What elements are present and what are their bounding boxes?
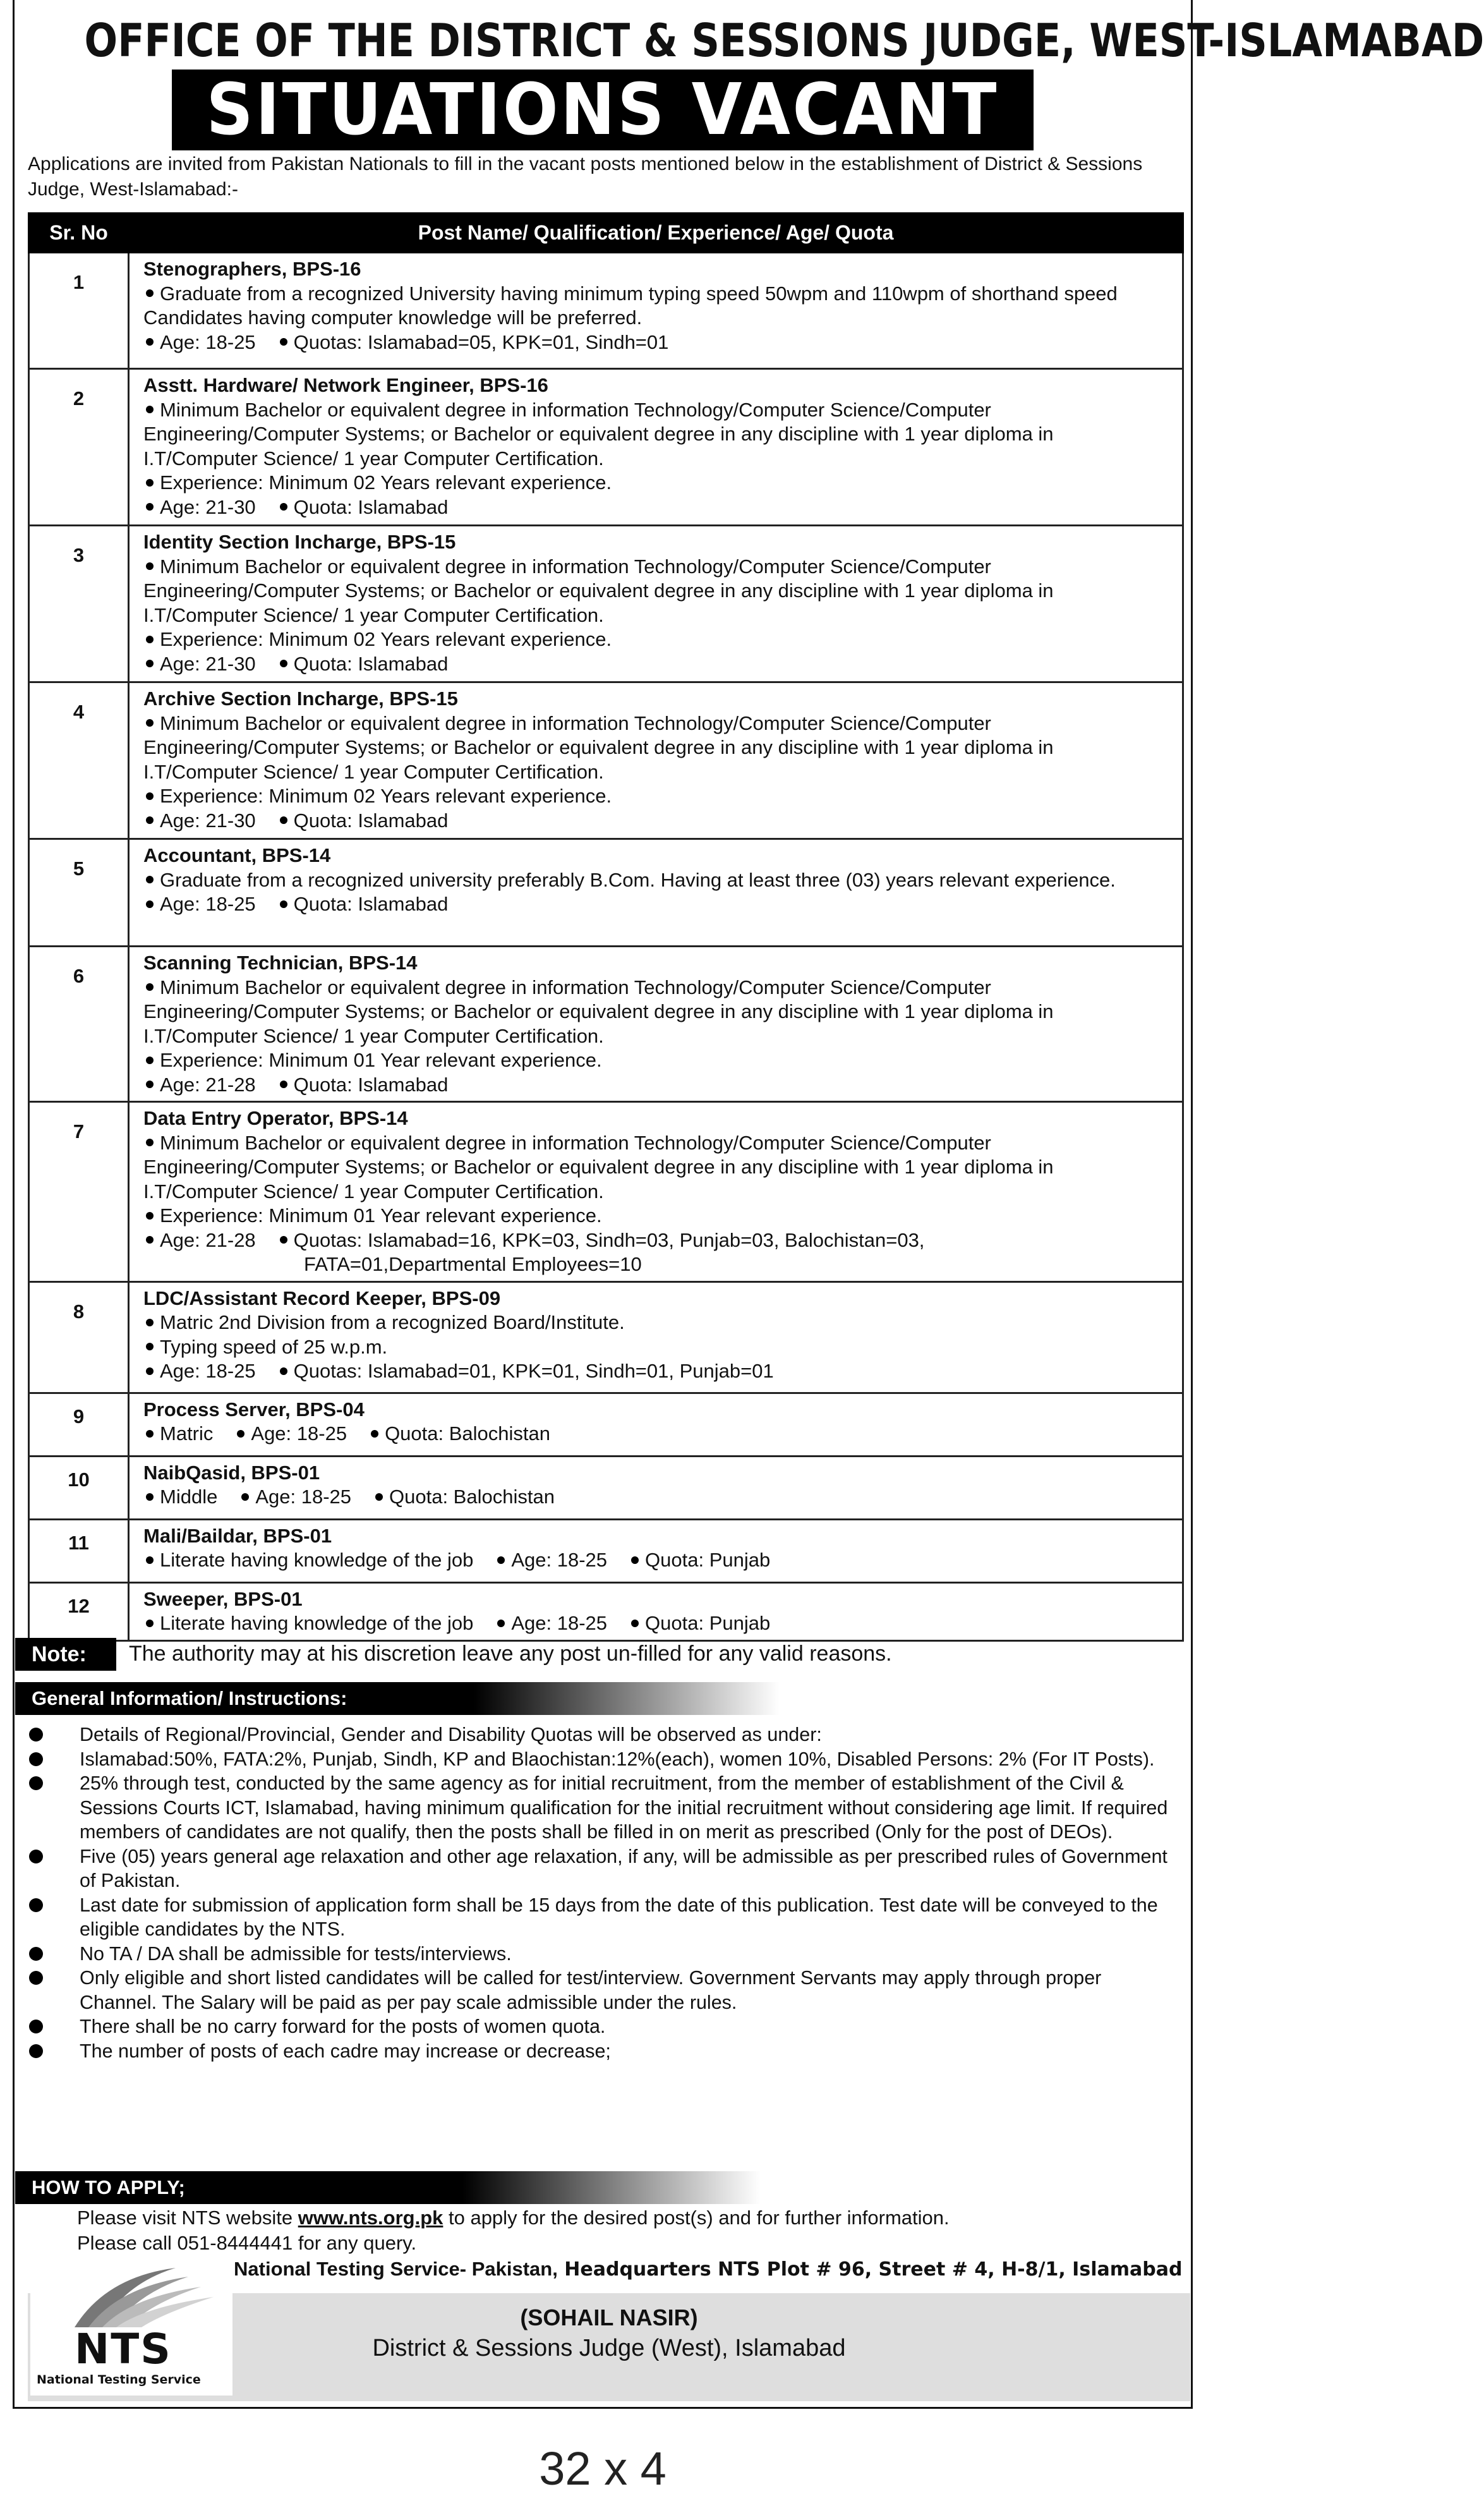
bullet-icon [631, 1620, 639, 1627]
requirement-inline-item: Quotas: Islamabad=01, KPK=01, Sindh=01, Punjab=01 [277, 1359, 774, 1384]
post-title: NaibQasid, BPS-01 [143, 1461, 320, 1484]
signer-title: District & Sessions Judge (West), Islamabad [372, 2335, 846, 2361]
requirement-inline-item: Quota: Islamabad [277, 892, 449, 917]
nts-name: National Testing Service- Pakistan, [234, 2258, 558, 2280]
general-info-item: No TA / DA shall be admissible for tests/interviews. [25, 1942, 1180, 1966]
requirement-inline-item: Quota: Islamabad [277, 495, 449, 520]
post-title: Mali/Baildar, BPS-01 [143, 1524, 332, 1547]
bullet-icon [146, 1236, 154, 1244]
post-sr-no: 2 [29, 369, 129, 526]
bullet-icon [146, 1139, 154, 1146]
bullet-icon [280, 503, 287, 511]
bullet-icon [146, 1620, 154, 1627]
post-sr-no: 4 [29, 682, 129, 839]
post-title: Sweeper, BPS-01 [143, 1587, 303, 1610]
bullet-icon [146, 900, 154, 908]
requirement-item: Minimum Bachelor or equivalent degree in information Technology/Computer Science/Computer Engineering/Computer Systems; or Bachelor or equivalent degree in any discipline with 1 year diploma in I.T/Computer Science/ 1 year Computer Certification. [143, 1131, 1054, 1203]
bullet-icon [280, 1236, 287, 1244]
nts-address-line [234, 2258, 1182, 2281]
requirement-inline-item: Quota: Punjab [629, 1611, 770, 1636]
post-row [29, 1102, 1183, 1282]
post-sr-no: 7 [29, 1102, 129, 1282]
bullet-icon [497, 1556, 505, 1564]
requirement-inline-item: Age: 18-25 [143, 892, 256, 917]
bullet-icon [29, 1898, 43, 1912]
bullet-icon [146, 1081, 154, 1088]
post-row [29, 253, 1183, 369]
requirement-inline-item: Quotas: Islamabad=05, KPK=01, Sindh=01 [277, 330, 669, 355]
situations-vacant-banner [172, 70, 1034, 150]
post-title: Data Entry Operator, BPS-14 [143, 1107, 408, 1129]
post-details [129, 947, 1183, 1102]
bullet-icon [241, 1493, 249, 1501]
post-title: Asstt. Hardware/ Network Engineer, BPS-16 [143, 374, 548, 396]
general-info-item: The number of posts of each cadre may increase or decrease; [25, 2039, 1180, 2064]
requirement-inline-item: Quota: Balochistan [373, 1485, 555, 1510]
post-details [129, 253, 1183, 369]
ad-size-label: 32 x 4 [539, 2442, 667, 2495]
posts-table-header [29, 214, 1183, 253]
post-row [29, 1281, 1183, 1393]
bullet-icon [497, 1620, 505, 1627]
bullet-icon [146, 1556, 154, 1564]
requirement-inline-item: Age: 18-25 [143, 1359, 256, 1384]
requirement-inline-item: Age: 21-30 [143, 495, 256, 520]
bullet-icon [29, 1947, 43, 1961]
footer [28, 2246, 1190, 2401]
bullet-icon [280, 816, 287, 824]
signer-name: (SOHAIL NASIR) [520, 2305, 698, 2330]
post-title: Accountant, BPS-14 [143, 844, 331, 866]
post-title: LDC/Assistant Record Keeper, BPS-09 [143, 1287, 501, 1309]
post-row [29, 682, 1183, 839]
requirement-item: Graduate from a recognized university preferably B.Com. Having at least three (03) years relevant experience. [143, 868, 1172, 893]
general-info-list [25, 1723, 1180, 2063]
bullet-icon [146, 1057, 154, 1064]
bullet-icon [237, 1430, 244, 1438]
requirement-inline-item: Quota: Islamabad [277, 652, 449, 677]
requirement-item: Experience: Minimum 01 Year relevant experience. [143, 1048, 1172, 1073]
bullet-icon [146, 719, 154, 727]
bullet-icon [146, 983, 154, 991]
requirement-inline-row [143, 809, 1172, 833]
post-sr-no: 11 [29, 1519, 129, 1582]
general-info-item: Islamabad:50%, FATA:2%, Punjab, Sindh, KP and Blaochistan:12%(each), women 10%, Disabled Persons: 2% (For IT Posts). [25, 1747, 1180, 1772]
requirement-item: Minimum Bachelor or equivalent degree in information Technology/Computer Science/Computer Engineering/Computer Systems; or Bachelor or equivalent degree in any discipline with 1 year diploma in I.T/Computer Science/ 1 year Computer Certification. [143, 398, 1054, 470]
requirement-continuation: FATA=01,Departmental Employees=10 [304, 1253, 642, 1275]
requirement-item: Matric 2nd Division from a recognized Board/Institute. [143, 1311, 1172, 1335]
bullet-icon [146, 636, 154, 643]
bullet-icon [371, 1430, 378, 1438]
requirement-inline-row [143, 892, 1172, 917]
requirement-inline-item: Literate having knowledge of the job [143, 1548, 473, 1573]
bullet-icon [631, 1556, 639, 1564]
post-sr-no: 10 [29, 1456, 129, 1519]
requirement-inline-item: Age: 18-25 [495, 1548, 607, 1573]
requirement-inline-item: Quota: Punjab [629, 1548, 770, 1573]
bullet-icon [146, 1430, 154, 1438]
bullet-icon [146, 876, 154, 883]
post-row [29, 947, 1183, 1102]
requirement-inline-item: Quota: Islamabad [277, 809, 449, 833]
post-details [129, 369, 1183, 526]
requirement-inline-item: Middle [143, 1485, 217, 1510]
requirement-inline-item: Literate having knowledge of the job [143, 1611, 473, 1636]
requirement-inline-item: Age: 21-28 [143, 1228, 256, 1253]
post-sr-no: 9 [29, 1393, 129, 1456]
requirement-inline-item: Age: 18-25 [234, 1422, 347, 1446]
requirement-inline-row [143, 330, 1172, 355]
requirement-inline-item: Age: 21-28 [143, 1073, 256, 1098]
requirement-inline-item: Age: 18-25 [143, 330, 256, 355]
how-to-apply-line-1: Please visit NTS website www.nts.org.pk to apply for the desired post(s) and for further information. [77, 2207, 950, 2229]
requirement-item: Minimum Bachelor or equivalent degree in information Technology/Computer Science/Computer Engineering/Computer Systems; or Bachelor or equivalent degree in any discipline with 1 year diploma in I.T/Computer Science/ 1 year Computer Certification. [143, 976, 1054, 1047]
post-title: Process Server, BPS-04 [143, 1398, 365, 1421]
nts-logo-letters: NTS [75, 2325, 172, 2373]
bullet-icon [280, 338, 287, 346]
posts-table [28, 212, 1184, 1642]
post-sr-no: 1 [29, 253, 129, 369]
bullet-icon [146, 1319, 154, 1326]
how-to-apply-heading: HOW TO APPLY; [15, 2171, 761, 2204]
bullet-icon [146, 289, 154, 297]
bullet-icon [146, 660, 154, 667]
post-row [29, 1393, 1183, 1456]
post-details [129, 1393, 1183, 1456]
requirement-inline-item: Quota: Balochistan [368, 1422, 550, 1446]
general-info-item: Five (05) years general age relaxation and other age relaxation, if any, will be admissible as per prescribed rules of Government of Pakistan. [25, 1845, 1180, 1893]
requirement-inline-item: Quotas: Islamabad=16, KPK=03, Sindh=03, Punjab=03, Balochistan=03, [277, 1228, 925, 1253]
post-title: Identity Section Incharge, BPS-15 [143, 531, 456, 553]
bullet-icon [29, 1971, 43, 1985]
requirement-inline-item: Age: 21-30 [143, 652, 256, 677]
bullet-icon [29, 1728, 43, 1742]
post-row [29, 839, 1183, 947]
requirement-inline-row [143, 1073, 1172, 1098]
bullet-icon [280, 660, 287, 667]
bullet-icon [29, 2044, 43, 2058]
general-info-item: 25% through test, conducted by the same agency as for initial recruitment, from the member of establishment of the Civil & Sessions Courts ICT, Islamabad, having minimum qualification for the initial recruitment without considering age limit. If required members of candidates are not qualify, then the posts shall be filled in on merit as prescribed (Only for the post of DEOs). [25, 1771, 1180, 1845]
post-details [129, 1582, 1183, 1640]
post-details [129, 1281, 1183, 1393]
bullet-icon [146, 816, 154, 824]
bullet-icon [29, 1776, 43, 1790]
requirement-inline-row [143, 1422, 1172, 1446]
requirement-item: Experience: Minimum 02 Years relevant experience. [143, 627, 1172, 652]
post-details [129, 1456, 1183, 1519]
col-post-details: Post Name/ Qualification/ Experience/ Age/ Quota [129, 214, 1183, 253]
post-sr-no: 8 [29, 1281, 129, 1393]
bullet-icon [375, 1493, 383, 1501]
bullet-icon [146, 792, 154, 800]
bullet-icon [146, 479, 154, 487]
requirement-inline-row [143, 652, 1172, 677]
requirement-inline-row [143, 1548, 1172, 1573]
post-row [29, 1519, 1183, 1582]
requirement-item: Experience: Minimum 02 Years relevant experience. [143, 784, 1172, 809]
post-sr-no: 6 [29, 947, 129, 1102]
post-details [129, 1519, 1183, 1582]
post-row [29, 369, 1183, 526]
post-details [129, 682, 1183, 839]
requirement-item: Minimum Bachelor or equivalent degree in information Technology/Computer Science/Computer Engineering/Computer Systems; or Bachelor or equivalent degree in any discipline with 1 year diploma in I.T/Computer Science/ 1 year Computer Certification. [143, 555, 1054, 626]
post-row [29, 1582, 1183, 1640]
banner-text: SITUATIONS VACANT [206, 69, 999, 151]
note-row [15, 1638, 1178, 1671]
requirement-inline-item: Age: 18-25 [239, 1485, 351, 1510]
nts-website-link[interactable]: www.nts.org.pk [298, 2207, 443, 2229]
requirement-inline-row [143, 1485, 1172, 1510]
bullet-icon [29, 1752, 43, 1766]
requirement-inline-row [143, 1359, 1172, 1384]
post-sr-no: 3 [29, 526, 129, 682]
general-info-heading: General Information/ Instructions: [15, 1682, 780, 1715]
bullet-icon [146, 338, 154, 346]
general-info-item: There shall be no carry forward for the posts of women quota. [25, 2014, 1180, 2039]
requirement-inline-item: Matric [143, 1422, 213, 1446]
requirement-inline-item: Age: 18-25 [495, 1611, 607, 1636]
requirement-inline-row [143, 1611, 1172, 1636]
requirement-item: Minimum Bachelor or equivalent degree in information Technology/Computer Science/Computer Engineering/Computer Systems; or Bachelor or equivalent degree in any discipline with 1 year diploma in I.T/Computer Science/ 1 year Computer Certification. [143, 712, 1054, 783]
post-row [29, 1456, 1183, 1519]
post-sr-no: 5 [29, 839, 129, 947]
note-text: The authority may at his discretion leave any post un-filled for any valid reasons. [129, 1642, 892, 1666]
nts-address: Headquarters NTS Plot # 96, Street # 4, H-8/1, Islamabad [557, 2258, 1183, 2281]
bullet-icon [146, 503, 154, 511]
post-row [29, 526, 1183, 682]
post-title: Scanning Technician, BPS-14 [143, 952, 418, 974]
bullet-icon [146, 1212, 154, 1220]
how-to-apply-line-2: Please call 051-8444441 for any query. [77, 2232, 417, 2254]
bullet-icon [280, 1081, 287, 1088]
note-label: Note: [15, 1638, 116, 1671]
general-info-item: Details of Regional/Provincial, Gender and Disability Quotas will be observed as under: [25, 1723, 1180, 1747]
bullet-icon [146, 406, 154, 413]
general-info-item: Last date for submission of application form shall be 15 days from the date of this publication. Test date will be conveyed to the eligible candidates by the NTS. [25, 1893, 1180, 1942]
post-details [129, 1102, 1183, 1282]
requirement-inline-item: Quota: Islamabad [277, 1073, 449, 1098]
requirement-inline-item: Age: 21-30 [143, 809, 256, 833]
bullet-icon [280, 1367, 287, 1375]
intro-paragraph: Applications are invited from Pakistan Nationals to fill in the vacant posts mentioned below in the establishment of District & Sessions Judge, West-Islamabad:- [28, 154, 1143, 200]
bullet-icon [146, 1343, 154, 1350]
post-sr-no: 12 [29, 1582, 129, 1640]
post-title: Archive Section Incharge, BPS-15 [143, 688, 458, 710]
bullet-icon [29, 2020, 43, 2033]
post-details [129, 526, 1183, 682]
post-details [129, 839, 1183, 947]
requirement-item: Graduate from a recognized University having minimum typing speed 50wpm and 110wpm of shorthand speed Candidates having computer knowledge will be preferred. [143, 282, 1118, 329]
requirement-item: Experience: Minimum 01 Year relevant experience. [143, 1204, 1172, 1228]
posts-table-body [29, 253, 1183, 1641]
bullet-icon [146, 1367, 154, 1375]
col-sr-no: Sr. No [29, 214, 129, 253]
requirement-item: Typing speed of 25 w.p.m. [143, 1335, 1172, 1360]
nts-logo-subtitle: National Testing Service [37, 2373, 201, 2387]
post-title: Stenographers, BPS-16 [143, 258, 361, 280]
requirement-inline-row [143, 1228, 1172, 1253]
requirement-item: Experience: Minimum 02 Years relevant experience. [143, 471, 1172, 495]
office-title: OFFICE OF THE DISTRICT & SESSIONS JUDGE, WEST-ISLAMABAD [84, 14, 1484, 67]
general-info-item: Only eligible and short listed candidates will be called for test/interview. Government Servants may apply through proper Channel. The Salary will be paid as per pay scale admissible under the rules. [25, 1966, 1180, 2014]
bullet-icon [146, 1493, 154, 1501]
bullet-icon [146, 562, 154, 570]
bullet-icon [29, 1850, 43, 1863]
requirement-inline-row [143, 495, 1172, 520]
bullet-icon [280, 900, 287, 908]
